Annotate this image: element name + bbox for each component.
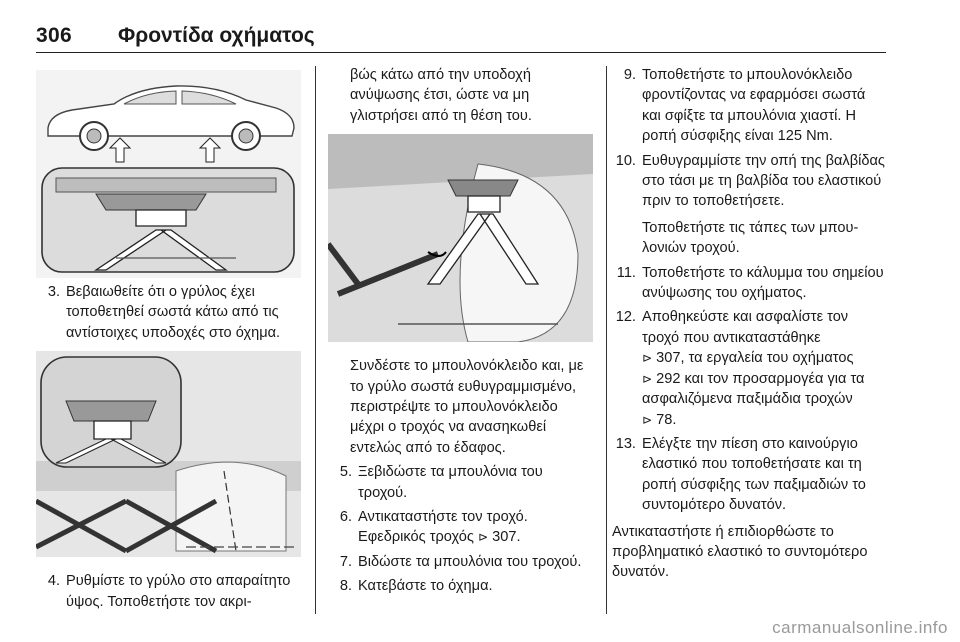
step-text: Ευθυγραμμίστε την οπή της βαλβίδας στο τάσι με τη βαλβίδα του ελαστικού πριν το τοποθετήσετε. bbox=[642, 152, 885, 210]
step-number: 11. bbox=[616, 264, 636, 281]
step-number: 7. bbox=[339, 553, 352, 570]
page-reference: 78. bbox=[656, 411, 677, 428]
step-text: Βιδώστε τα μπουλόνια του τροχού. bbox=[358, 553, 582, 570]
step-text: Τοποθετήστε το κάλυμμα του σημείου ανύψωσης του οχήματος. bbox=[642, 264, 884, 302]
step-note: Τοποθετήστε τις τάπες των μπουλονιών τροχού. bbox=[642, 219, 859, 257]
step-number: 8. bbox=[339, 578, 352, 595]
column-middle bbox=[328, 65, 594, 597]
step-6 bbox=[328, 507, 594, 548]
step-number: 13. bbox=[615, 435, 636, 452]
column-right bbox=[612, 65, 888, 583]
page-reference-icon: ⊳ bbox=[642, 412, 653, 427]
step-number: 3. bbox=[47, 284, 60, 300]
step-8 bbox=[328, 576, 594, 596]
page-reference: 307, τα εργαλεία του οχήματος bbox=[656, 350, 854, 367]
page-title: Φροντίδα οχήματος bbox=[118, 24, 315, 47]
step-9 bbox=[612, 65, 888, 147]
jack-crank-figure bbox=[328, 134, 593, 342]
page-reference: 292 και τον προσαρμογέα για τα ασφαλιζόμενα παξιμάδια τροχών bbox=[642, 370, 865, 408]
step-text: Τοποθετήστε το μπουλονόκλειδο φροντίζοντας να εφαρμόσει σωστά και σφίξτε τα μπουλόνια χιαστί. Η ροπή σύσφιξης είναι 125 Nm. bbox=[642, 67, 866, 145]
step-text: Αποθηκεύστε και ασφαλίστε τον τροχό που αντικαταστάθηκε bbox=[642, 309, 849, 346]
page-header bbox=[36, 20, 886, 53]
step-5 bbox=[328, 462, 594, 503]
page-reference: 307. bbox=[492, 529, 521, 546]
step-4-continuation: βώς κάτω από την υποδοχή ανύψωσης έτσι, ώστε να μη γλιστρήσει από τη θέση του. bbox=[350, 67, 532, 124]
page-reference-icon: ⊳ bbox=[477, 530, 489, 545]
watermark: carmanualsonline.info bbox=[772, 618, 948, 637]
step-number: 5. bbox=[339, 464, 352, 481]
step-11 bbox=[612, 263, 888, 304]
step-text: Ξεβιδώστε τα μπουλόνια του τροχού. bbox=[358, 464, 543, 501]
step-number: 4. bbox=[47, 573, 60, 590]
step-4 bbox=[36, 571, 301, 612]
step-10 bbox=[612, 151, 888, 259]
jack-closeup-figure bbox=[36, 351, 301, 557]
step-12 bbox=[612, 307, 888, 429]
column-left bbox=[36, 70, 301, 612]
car-lift-points-figure bbox=[36, 70, 301, 278]
step-text: Βεβαιωθείτε ότι ο γρύλος έχει τοποθετηθεί σωστά κάτω από τις αντίστοιχες υποδοχές στο όχημα. bbox=[66, 284, 281, 341]
step-text: Κατεβάστε το όχημα. bbox=[358, 578, 493, 595]
step-number: 9. bbox=[623, 67, 636, 83]
page-reference-icon: ⊳ bbox=[642, 351, 653, 366]
column-divider bbox=[606, 66, 607, 614]
step-number: 12. bbox=[615, 309, 636, 326]
connect-paragraph: Συνδέστε το μπουλονόκλειδο και, με το γρύλο σωστά ευθυγραμμισμένο, περιστρέψτε το μπουλονόκλειδο μέχρι ο τροχός να ανασηκωθεί εντελώς από το έδαφος. bbox=[350, 358, 584, 456]
step-3 bbox=[36, 282, 301, 343]
step-13 bbox=[612, 434, 888, 516]
step-7 bbox=[328, 552, 594, 572]
page-reference-icon: ⊳ bbox=[642, 371, 653, 386]
page-number: 306 bbox=[36, 24, 72, 47]
column-divider bbox=[315, 66, 316, 614]
step-number: 6. bbox=[339, 509, 352, 526]
closing-paragraph: Αντικαταστήστε ή επιδιορθώστε το προβληματικό ελαστικό το συντομότερο δυνατόν. bbox=[612, 523, 868, 581]
step-text: Ρυθμίστε το γρύλο στο απαραίτητο ύψος. Τοποθετήστε τον ακρι- bbox=[66, 573, 291, 610]
step-text: Αντικαταστήστε τον τροχό. Εφεδρικός τροχός bbox=[358, 509, 528, 546]
step-number: 10. bbox=[615, 152, 636, 169]
step-text: Ελέγξτε την πίεση στο καινούργιο ελαστικό που τοποθετήσατε και τη ροπή σύσφιξης των παξιμαδιών το συντομότερο δυνατόν. bbox=[642, 435, 866, 514]
